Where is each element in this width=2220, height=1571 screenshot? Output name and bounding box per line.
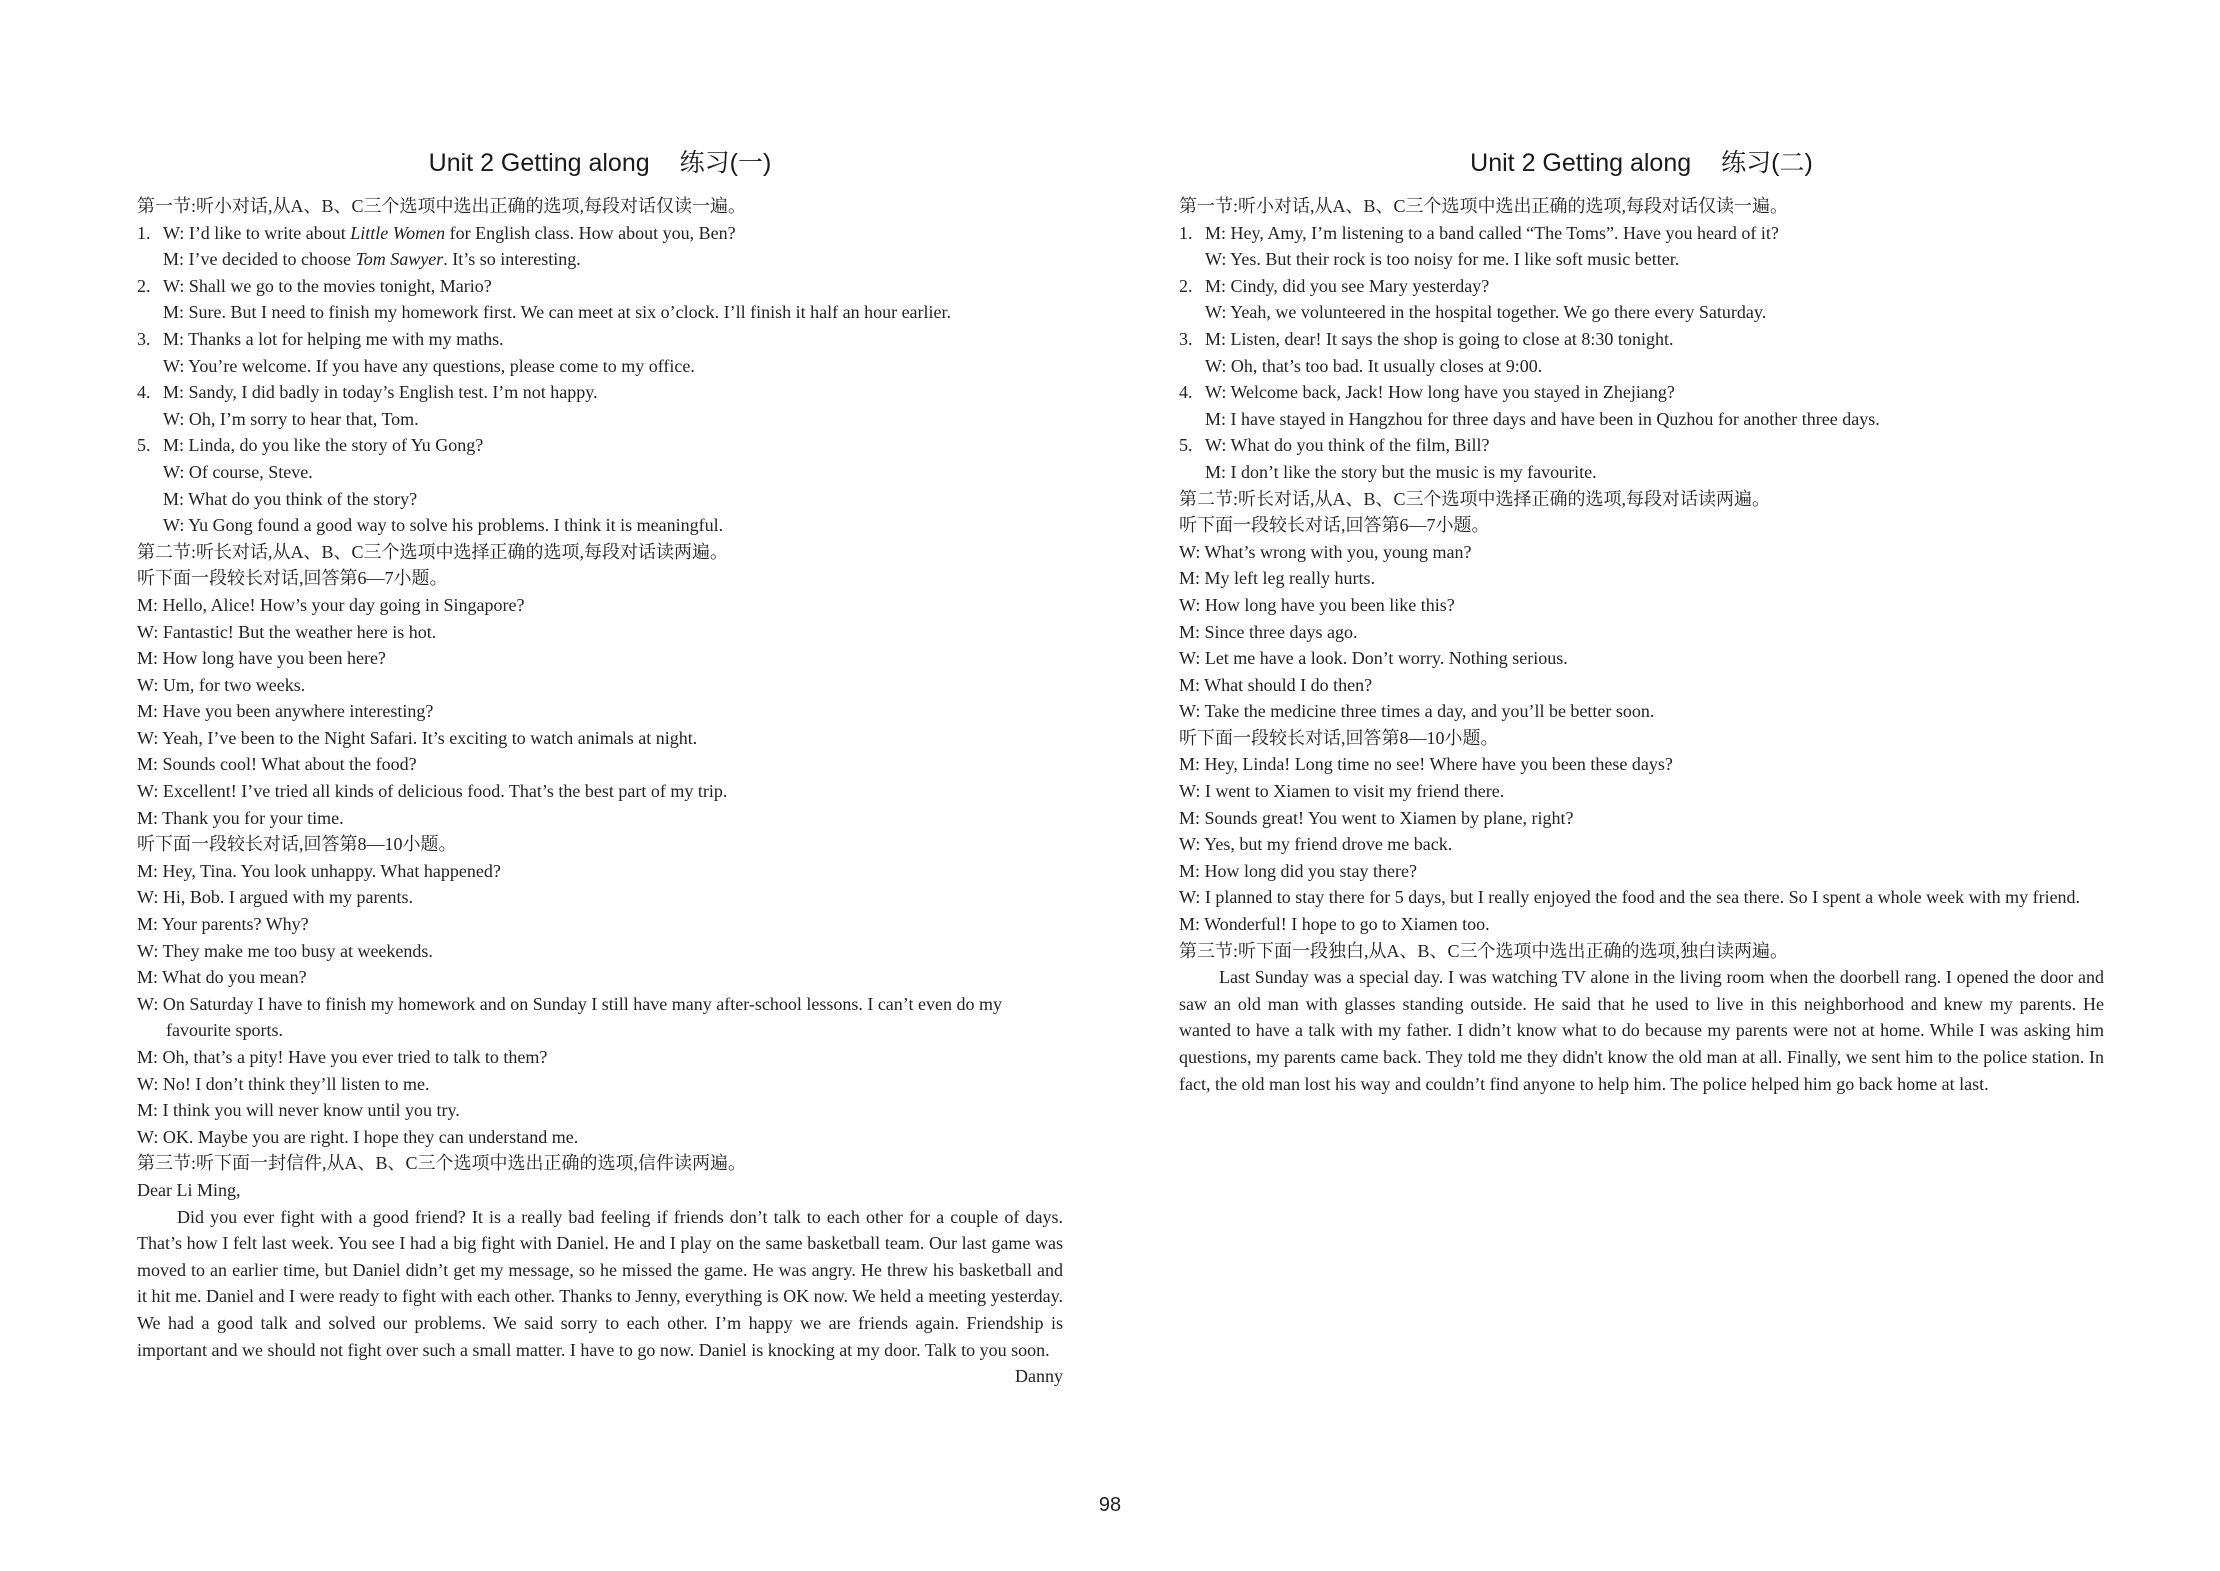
dialog-line: W: Excellent! I’ve tried all kinds of delicious food. That’s the best part of my trip. (137, 781, 728, 802)
right-section3-heading: 第三节:听下面一段独白,从A、B、C三个选项中选出正确的选项,独白读两遍。 (1179, 940, 1789, 961)
left-dialog2-intro: 听下面一段较长对话,回答第8—10小题。 (137, 834, 457, 855)
left-q4-line2: W: Oh, I’m sorry to hear that, Tom. (163, 408, 419, 429)
left-column (137, 143, 1063, 1390)
dialog-line: W: What’s wrong with you, young man? (1179, 541, 1472, 562)
right-q2-line2: W: Yeah, we volunteered in the hospital together. We go there every Saturday. (1205, 302, 1767, 323)
dialog-line: W: I planned to stay there for 5 days, but I really enjoyed the food and the sea there. So I spent a whole week with my friend. (1179, 887, 2081, 908)
dialog-line: W: Hi, Bob. I argued with my parents. (137, 887, 413, 908)
dialog-line: W: Yeah, I’ve been to the Night Safari. It’s exciting to watch animals at night. (137, 727, 698, 748)
left-q3-line2: W: You’re welcome. If you have any questions, please come to my office. (163, 355, 695, 376)
left-q2-line2: M: Sure. But I need to finish my homework first. We can meet at six o’clock. I’ll finish it half an hour earlier. (163, 302, 952, 323)
dialog-line: W: Yes, but my friend drove me back. (1179, 834, 1453, 855)
right-section2-heading: 第二节:听长对话,从A、B、C三个选项中选择正确的选项,每段对话读两遍。 (1179, 488, 1771, 509)
left-section2-heading: 第二节:听长对话,从A、B、C三个选项中选择正确的选项,每段对话读两遍。 (137, 541, 729, 562)
page-number: 98 (1098, 1494, 1122, 1516)
monologue-text: Last Sunday was a special day. I was watching TV alone in the living room when the doorbell rang. I opened the door and saw an old man with glasses standing outside. He said that he used to live in this neighborhood and knew my parents. He wanted to have a talk with my father. I didn’t know what to do because my parents were not at home. While I was asking him questions, my parents came back. They told me they didn't know the old man at all. Finally, we sent him to the police station. In fact, the old man lost his way and couldn’t find anyone to help him. The police helped him go back home at last. (1179, 967, 2104, 1094)
right-title-cn: 练习(二) (1721, 149, 1813, 177)
left-q5-line3: M: What do you think of the story? (163, 488, 418, 509)
dialog-line: M: Hey, Tina. You look unhappy. What happened? (137, 860, 501, 881)
dialog-line: M: Oh, that’s a pity! Have you ever tried to talk to them? (137, 1047, 548, 1067)
dialog-line: W: Um, for two weeks. (137, 674, 306, 695)
right-dialog1-intro: 听下面一段较长对话,回答第6—7小题。 (1179, 515, 1490, 536)
dialog-line: M: How long did you stay there? (1179, 860, 1417, 881)
dialog-line: M: Wonderful! I hope to go to Xiamen too. (1179, 914, 1490, 935)
right-q3-line1: 3. M: Listen, dear! It says the shop is going to close at 8:30 tonight. (1179, 328, 1674, 349)
dialog-line: W: I went to Xiamen to visit my friend there. (1179, 781, 1505, 802)
right-q5-line1: 5. W: What do you think of the film, Bill? (1179, 435, 1490, 456)
dialog-line: M: Hello, Alice! How’s your day going in Singapore? (137, 594, 525, 615)
left-title-en: Unit 2 Getting along (428, 149, 650, 177)
left-section1-heading: 第一节:听小对话,从A、B、C三个选项中选出正确的选项,每段对话仅读一遍。 (137, 196, 747, 216)
dialog-line: M: Sounds great! You went to Xiamen by plane, right? (1179, 807, 1574, 828)
dialog-line: M: My left leg really hurts. (1179, 568, 1375, 589)
right-title-en: Unit 2 Getting along (1470, 149, 1692, 177)
left-dialog1-intro: 听下面一段较长对话,回答第6—7小题。 (137, 568, 448, 589)
right-section1-heading: 第一节:听小对话,从A、B、C三个选项中选出正确的选项,每段对话仅读一遍。 (1179, 196, 1789, 216)
left-title-cn: 练习(一) (679, 149, 772, 177)
left-q2-line1: 2. W: Shall we go to the movies tonight, Mario? (137, 275, 492, 296)
right-title (1179, 143, 2104, 183)
right-q1-line1: 1. M: Hey, Amy, I’m listening to a band called “The Toms”. Have you heard of it? (1179, 222, 1779, 243)
left-q4-line1: 4. M: Sandy, I did badly in today’s English test. I’m not happy. (137, 382, 598, 403)
left-q1-line1: 1. W: I’d like to write about Little Women for English class. How about you, Ben? (137, 222, 736, 243)
left-q5-line1: 5. M: Linda, do you like the story of Yu Gong? (137, 435, 484, 456)
dialog-line: W: Take the medicine three times a day, and you’ll be better soon. (1179, 701, 1655, 722)
left-title (137, 143, 1063, 183)
left-q5-line2: W: Of course, Steve. (163, 461, 313, 482)
dialog-line: W: Fantastic! But the weather here is hot. (137, 621, 437, 642)
dialog-line: W: No! I don’t think they’ll listen to me. (137, 1073, 430, 1094)
dialog-line: M: Sounds cool! What about the food? (137, 754, 417, 775)
dialog-line: M: How long have you been here? (137, 648, 386, 669)
left-q5-line4: W: Yu Gong found a good way to solve his problems. I think it is meaningful. (163, 515, 724, 536)
right-q4-line2: M: I have stayed in Hangzhou for three days and have been in Quzhou for another three days. (1205, 408, 1880, 429)
dialog-line: M: Hey, Linda! Long time no see! Where have you been these days? (1179, 754, 1673, 775)
letter-body: Did you ever fight with a good friend? It is a really bad feeling if friends don’t talk to each other for a couple of days. That’s how I felt last week. You see I had a big fight with Daniel. He and I play on the same basketball team. Our last game was moved to an earlier time, but Daniel didn’t get my message, so he missed the game. He was angry. He threw his basketball and it hit me. Daniel and I were ready to fight with each other. Thanks to Jenny, everything is OK now. We held a meeting yesterday. We had a good talk and solved our problems. We said sorry to each other. I’m happy we are friends again. Friendship is important and we should not fight over such a small matter. I have to go now. Daniel is knocking at my door. Talk to you soon. (137, 1206, 1063, 1360)
letter-signature: Danny (1015, 1366, 1063, 1387)
dialog-line: M: Thank you for your time. (137, 807, 344, 828)
dialog-line: W: They make me too busy at weekends. (137, 940, 433, 961)
right-q4-line1: 4. W: Welcome back, Jack! How long have you stayed in Zhejiang? (1179, 382, 1675, 403)
dialog-line: M: Since three days ago. (1179, 621, 1358, 642)
dialog-line: M: Your parents? Why? (137, 914, 309, 935)
dialog-line: W: How long have you been like this? (1179, 594, 1455, 615)
letter-greeting: Dear Li Ming, (137, 1179, 241, 1200)
dialog-line: W: Let me have a look. Don’t worry. Nothing serious. (1179, 648, 1568, 669)
left-q1-line2: M: I’ve decided to choose Tom Sawyer. It’s so interesting. (163, 249, 581, 270)
dialog-line: W: OK. Maybe you are right. I hope they can understand me. (137, 1126, 579, 1147)
dialog-line: M: What should I do then? (1179, 674, 1373, 695)
dialog-line: W: On Saturday I have to finish my homework and on Sunday I still have many after-school lessons. I can’t even do my favourite sports. (137, 993, 1002, 1041)
right-q1-line2: W: Yes. But their rock is too noisy for me. I like soft music better. (1205, 249, 1680, 270)
left-q3-line1: 3. M: Thanks a lot for helping me with my maths. (137, 328, 504, 349)
left-section3-heading: 第三节:听下面一封信件,从A、B、C三个选项中选出正确的选项,信件读两遍。 (137, 1153, 747, 1174)
right-q3-line2: W: Oh, that’s too bad. It usually closes at 9:00. (1205, 355, 1543, 376)
right-column (1179, 143, 2104, 1097)
dialog-line: M: Have you been anywhere interesting? (137, 701, 434, 722)
right-dialog2-intro: 听下面一段较长对话,回答第8—10小题。 (1179, 727, 1499, 748)
right-q5-line2: M: I don’t like the story but the music is my favourite. (1205, 461, 1597, 482)
dialog-line: M: What do you mean? (137, 967, 307, 988)
dialog-line: M: I think you will never know until you try. (137, 1100, 460, 1121)
right-q2-line1: 2. M: Cindy, did you see Mary yesterday? (1179, 275, 1490, 296)
